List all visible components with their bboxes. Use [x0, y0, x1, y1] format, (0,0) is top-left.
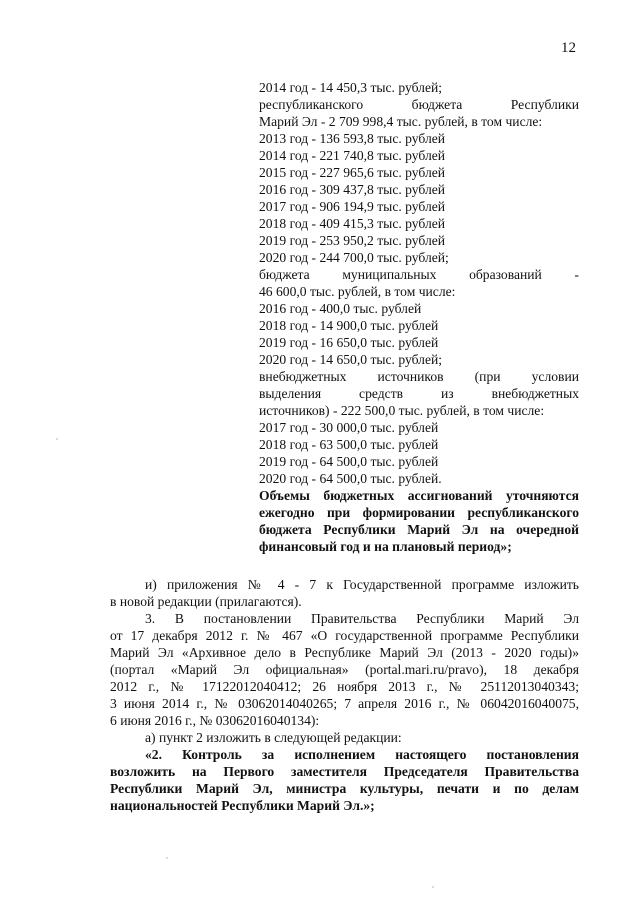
budget-line: 2018 год - 409 415,3 тыс. рублей [259, 216, 446, 231]
budget-line: 2020 год - 14 650,0 тыс. рублей; [259, 352, 443, 367]
budget-line: источников) - 222 500,0 тыс. рублей, в том числе: [259, 403, 545, 418]
budget-line: выделения средств из внебюджетных [259, 386, 579, 401]
budget-line: 2016 год - 400,0 тыс. рублей [259, 301, 422, 316]
budget-line: 46 600,0 тыс. рублей, в том числе: [259, 284, 456, 299]
paragraph-line: в новой редакции (прилагаются). [110, 594, 302, 609]
paragraph-line: «2. Контроль за исполнением настоящего постановления [145, 747, 579, 762]
budget-line: 2017 год - 30 000,0 тыс. рублей [259, 420, 439, 435]
scan-speck [432, 886, 434, 888]
paragraph-line: 2012 г., № 17122012040412; 26 ноября 2013 г., № 25112013040343; [110, 679, 579, 694]
budget-line: 2014 год - 14 450,3 тыс. рублей; [259, 80, 443, 95]
budget-line: 2018 год - 14 900,0 тыс. рублей [259, 318, 439, 333]
budget-line: республиканского бюджета Республики [259, 97, 579, 112]
budget-line: 2020 год - 244 700,0 тыс. рублей; [259, 250, 449, 265]
paragraph-line: 3 июня 2014 г., № 03062014040265; 7 апреля 2016 г., № 06042016040075, [110, 696, 579, 711]
paragraph-line: от 17 декабря 2012 г. № 467 «О государственной программе Республики [110, 628, 579, 643]
paragraph-line: 6 июня 2016 г., № 03062016040134): [110, 713, 320, 728]
page-number: 12 [561, 40, 576, 56]
paragraph-line: Марий Эл «Архивное дело в Республике Марий Эл (2013 - 2020 годы)» [110, 645, 579, 660]
budget-line: 2014 год - 221 740,8 тыс. рублей [259, 148, 446, 163]
budget-line: внебюджетных источников (при условии [259, 369, 579, 384]
paragraph-line: а) пункт 2 изложить в следующей редакции: [145, 730, 402, 745]
budget-line: 2020 год - 64 500,0 тыс. рублей. [259, 471, 442, 486]
budget-line: 2019 год - 16 650,0 тыс. рублей [259, 335, 439, 350]
budget-block [259, 79, 579, 555]
budget-line: бюджета Республики Марий Эл на очередной [259, 522, 579, 537]
budget-line: 2015 год - 227 965,6 тыс. рублей [259, 165, 446, 180]
budget-line: финансовый год и на плановый период»; [259, 539, 512, 554]
budget-line: 2018 год - 63 500,0 тыс. рублей [259, 437, 439, 452]
paragraph-line: национальностей Республики Марий Эл.»; [110, 798, 375, 813]
main-text-block [110, 576, 579, 814]
budget-line: 2013 год - 136 593,8 тыс. рублей [259, 131, 446, 146]
budget-line: 2019 год - 253 950,2 тыс. рублей [259, 233, 446, 248]
budget-line: 2019 год - 64 500,0 тыс. рублей [259, 454, 439, 469]
budget-line: Объемы бюджетных ассигнований уточняются [259, 488, 579, 503]
paragraph-line: 3. В постановлении Правительства Республики Марий Эл [145, 611, 579, 626]
scan-speck [56, 438, 58, 440]
budget-line: Марий Эл - 2 709 998,4 тыс. рублей, в том числе: [259, 114, 543, 129]
budget-line: ежегодно при формировании республиканского [259, 505, 579, 520]
budget-line: 2016 год - 309 437,8 тыс. рублей [259, 182, 446, 197]
paragraph-line: (портал «Марий Эл официальная» (portal.mari.ru/pravo), 18 декабря [110, 662, 579, 677]
budget-line: 2017 год - 906 194,9 тыс. рублей [259, 199, 446, 214]
paragraph-line: возложить на Первого заместителя Председателя Правительства [110, 764, 579, 779]
paragraph-line: Республики Марий Эл, министра культуры, печати и по делам [110, 781, 579, 796]
budget-line: бюджета муниципальных образований - [259, 267, 579, 282]
paragraph-line: и) приложения № 4 - 7 к Государственной программе изложить [145, 577, 579, 592]
scan-speck [166, 857, 168, 859]
